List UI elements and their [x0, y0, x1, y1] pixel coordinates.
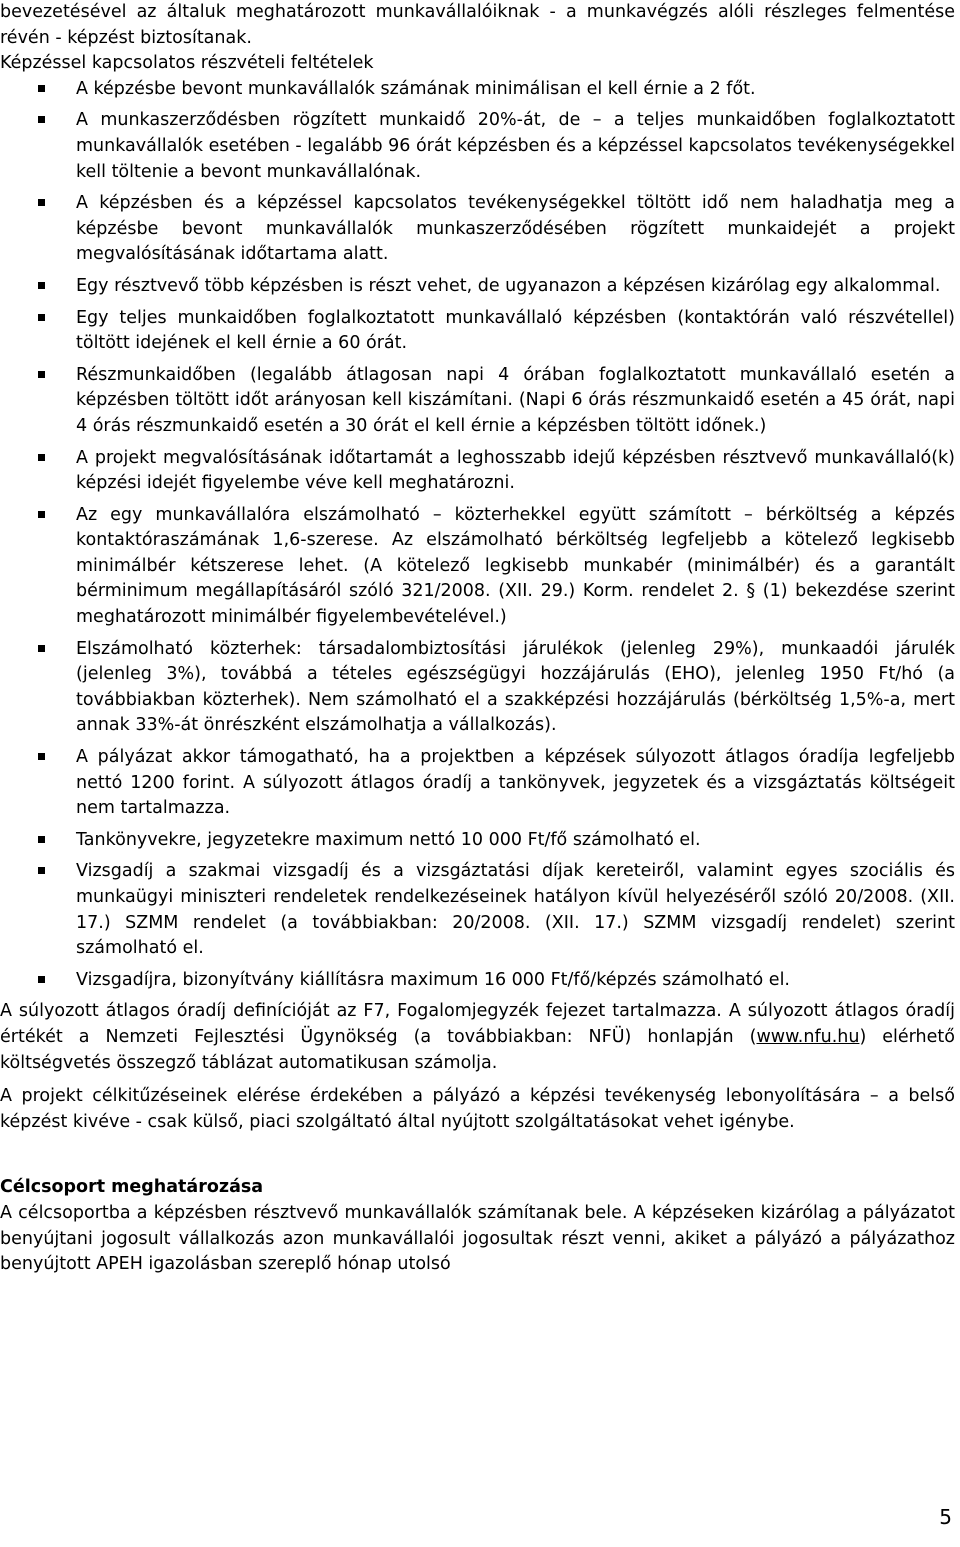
- list-item: Elszámolható közterhek: társadalombiztosítási járulékok (jelenleg 29%), munkaadói járulék (jelenleg 3%), továbbá a tételes egészségügyi hozzájárulás (EHO), jelenleg 1950 Ft/hó (a továbbiakban közterhek). Nem számolható el a szakképzési hozzájárulás (bérköltség 1,5%-a, mert annak 33%-át önrészként elszámolhatja a vállalkozás).: [0, 637, 955, 739]
- target-group-paragraph: A célcsoportba a képzésben résztvevő munkavállalók számítanak bele. A képzéseken kizárólag a pályázatot benyújtani jogosult vállalkozás azon munkavállalói jogosultak részt venni, akiket a pályázó a pályázathoz benyújtott APEH igazolásban szereplő hónap utolsó: [0, 1202, 955, 1275]
- square-bullet-icon: [38, 645, 45, 652]
- square-bullet-icon: [38, 753, 45, 760]
- hourly-rate-paragraph: A súlyozott átlagos óradíj definícióját az F7, Fogalomjegyzék fejezet tartalmazza. A súlyozott átlagos óradíj értékét a Nemzeti Fejlesztési Ügynökség (a továbbiakban: NFÜ) honlapján (www.nfu.hu) elérhető költségvetés összegző táblázat automatikusan számolja.: [0, 1001, 955, 1073]
- square-bullet-icon: [38, 976, 45, 983]
- list-item: Tankönyvekre, jegyzetekre maximum nettó 10 000 Ft/fő számolható el.: [0, 828, 955, 854]
- list-item: A munkaszerződésben rögzített munkaidő 20%-át, de – a teljes munkaidőben foglalkoztatott munkavállalók esetében - legalább 96 órát képzésben és a képzéssel kapcsolatos tevékenységekkel kell töltenie a bevont munkavállalónak.: [0, 108, 955, 185]
- list-item: Vizsgadíjra, bizonyítvány kiállításra maximum 16 000 Ft/fő/képzés számolható el.: [0, 968, 955, 994]
- conditions-heading: Képzéssel kapcsolatos részvételi feltételek: [0, 53, 374, 74]
- square-bullet-icon: [38, 314, 45, 321]
- list-item: A képzésbe bevont munkavállalók számának minimálisan el kell érnie a 2 főt.: [0, 77, 955, 103]
- square-bullet-icon: [38, 199, 45, 206]
- list-item: Vizsgadíj a szakmai vizsgadíj és a vizsgáztatási díjak kereteiről, valamint egyes szociális és munkaügyi miniszteri rendeletek rendelkezéseinek hatályon kívül helyezéséről szóló 20/2008. (XII. 17.) SZMM rendelet (a továbbiakban: 20/2008. (XII. 17.) SZMM vizsgadíj rendelet) szerint számolható el.: [0, 859, 955, 961]
- square-bullet-icon: [38, 371, 45, 378]
- conditions-list: [0, 77, 955, 994]
- intro-text: bevezetésével az általuk meghatározott munkavállalóiknak - a munkavégzés alóli részleges felmentése révén - képzést biztosítanak.: [0, 2, 955, 48]
- list-item: Részmunkaidőben (legalább átlagosan napi 4 órában foglalkoztatott munkavállaló esetén a képzésben töltött időt arányosan kell kiszámítani. (Napi 6 órás részmunkaidő esetén a 45 órát, napi 4 órás részmunkaidő esetén a 30 órát el kell érnie a képzésben töltött időnek.): [0, 363, 955, 440]
- list-item: Az egy munkavállalóra elszámolható – közterhekkel együtt számított – bérköltség a képzés kontaktóraszámának 1,6-szerese. Az elszámolható bérköltség legfeljebb a kötelező legkisebb minimálbér kétszerese lehet. (A kötelező legkisebb munkabér (minimálbér) és a garantált bérminimum megállapításáról szóló 321/2008. (XII. 29.) Korm. rendelet 2. § (1) bekezdése szerint meghatározott minimálbér figyelembevételével.): [0, 503, 955, 631]
- section-title: Célcsoport meghatározása: [0, 1177, 264, 1198]
- list-item: Egy résztvevő több képzésben is részt vehet, de ugyanazon a képzésen kizárólag egy alkalommal.: [0, 274, 955, 300]
- nfu-link[interactable]: www.nfu.hu: [756, 1026, 860, 1047]
- square-bullet-icon: [38, 511, 45, 518]
- page-number: 5: [939, 1505, 952, 1529]
- square-bullet-icon: [38, 836, 45, 843]
- square-bullet-icon: [38, 454, 45, 461]
- square-bullet-icon: [38, 867, 45, 874]
- list-item: A projekt megvalósításának időtartamát a leghosszabb idejű képzésben résztvevő munkavállaló(k) képzési idejét figyelembe véve kell meghatározni.: [0, 446, 955, 497]
- square-bullet-icon: [38, 85, 45, 92]
- square-bullet-icon: [38, 282, 45, 289]
- list-item: A képzésben és a képzéssel kapcsolatos tevékenységekkel töltött idő nem haladhatja meg a képzésbe bevont munkavállalók munkaszerződésében rögzített munkaidejét a projekt megvalósításának időtartama alatt.: [0, 191, 955, 268]
- list-item: Egy teljes munkaidőben foglalkoztatott munkavállaló képzésben (kontaktórán való részvétellel) töltött idejének el kell érnie a 60 órát.: [0, 306, 955, 357]
- list-item: A pályázat akkor támogatható, ha a projektben a képzések súlyozott átlagos óradíja legfeljebb nettó 1200 forint. A súlyozott átlagos óradíj a tankönyvek, jegyzetek és a vizsgáztatás költségeit nem tartalmazza.: [0, 745, 955, 822]
- square-bullet-icon: [38, 116, 45, 123]
- service-paragraph: A projekt célkitűzéseinek elérése érdekében a pályázó a képzési tevékenység lebonyolítására – a belső képzést kivéve - csak külső, piaci szolgáltató által nyújtott szolgáltatásokat vehet igénybe.: [0, 1086, 955, 1132]
